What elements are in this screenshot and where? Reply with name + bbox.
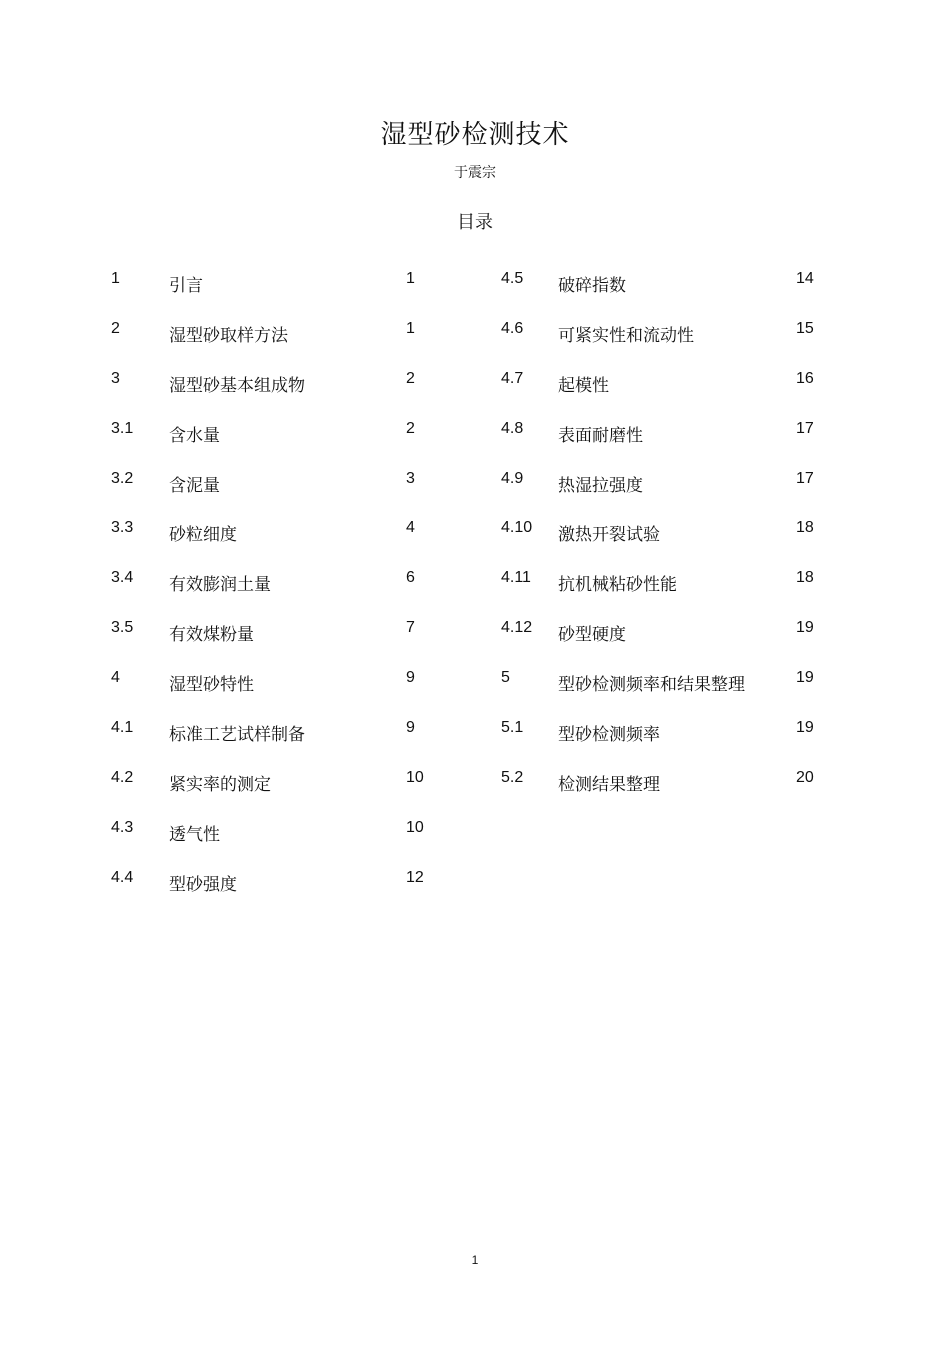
toc-entry-page: 14 <box>796 270 814 287</box>
toc-entry[interactable] <box>111 867 441 917</box>
toc-entry-title: 激热开裂试验 <box>558 525 660 546</box>
toc-entry-title: 热湿拉强度 <box>558 475 643 496</box>
toc-entry-page: 17 <box>796 469 814 487</box>
toc-entry-number: 4.9 <box>501 469 524 487</box>
toc-entry-page: 1 <box>406 319 415 337</box>
toc-entry[interactable] <box>111 617 441 667</box>
toc-entry-number: 4.1 <box>111 719 134 737</box>
author-name: 于震宗 <box>454 165 496 181</box>
toc-entry[interactable] <box>501 418 831 468</box>
toc-entry-page: 10 <box>406 768 424 786</box>
toc-entry-page: 2 <box>406 369 415 387</box>
toc-entry[interactable] <box>111 368 441 418</box>
toc-entry-title: 含泥量 <box>169 475 220 496</box>
toc-entry[interactable] <box>501 368 831 418</box>
toc-heading: 目录 <box>457 212 493 233</box>
toc-entry[interactable] <box>111 817 441 867</box>
toc-entry-title: 型砂强度 <box>169 874 237 895</box>
toc-entry-page: 20 <box>796 768 814 786</box>
document-title: 湿型砂检测技术 <box>380 120 570 150</box>
toc-entry-page: 18 <box>796 569 814 587</box>
toc-entry-number: 4.3 <box>111 818 134 836</box>
toc-entry-number: 4.2 <box>111 768 134 786</box>
toc-entry-number: 3.3 <box>111 519 134 537</box>
toc-entry-page: 17 <box>796 419 814 437</box>
toc-entry-number: 4.6 <box>501 319 524 337</box>
toc-entry-number: 5 <box>501 669 510 687</box>
toc-entry-number: 1 <box>111 270 120 287</box>
toc-entry[interactable] <box>111 468 441 518</box>
toc-entry-page: 19 <box>796 719 814 737</box>
toc-entry-title: 引言 <box>169 276 203 296</box>
toc-entry-number: 4 <box>111 669 120 687</box>
toc-entry-title: 抗机械粘砂性能 <box>558 575 677 596</box>
toc-entry-number: 3.2 <box>111 469 134 487</box>
toc-entry-page: 4 <box>406 519 415 537</box>
toc-entry[interactable] <box>501 617 831 667</box>
toc-entry[interactable] <box>111 318 441 368</box>
toc-entry[interactable] <box>501 717 831 767</box>
toc-entry[interactable] <box>111 717 441 767</box>
toc-entry-title: 砂型硬度 <box>558 625 626 646</box>
toc-entry-number: 2 <box>111 319 120 337</box>
toc-entry-number: 3.5 <box>111 619 134 637</box>
toc-entry-number: 3 <box>111 369 120 387</box>
toc-entry[interactable] <box>501 468 831 518</box>
toc-entry[interactable] <box>501 318 831 368</box>
toc-entry-page: 1 <box>406 270 415 287</box>
toc-entry-page: 2 <box>406 419 415 437</box>
toc-entry-title: 紧实率的测定 <box>169 774 271 795</box>
toc-entry-page: 16 <box>796 369 814 387</box>
toc-entry-title: 有效煤粉量 <box>169 625 254 646</box>
toc-entry-title: 型砂检测频率 <box>558 725 660 746</box>
toc-entry[interactable] <box>111 418 441 468</box>
toc-entry-number: 4.7 <box>501 369 524 387</box>
toc-entry-title: 标准工艺试样制备 <box>169 725 305 746</box>
toc-entry[interactable] <box>501 767 831 817</box>
toc-entry-page: 18 <box>796 519 814 537</box>
toc-entry-page: 7 <box>406 619 415 637</box>
toc-entry[interactable] <box>111 517 441 567</box>
toc-entry-number: 4.12 <box>501 619 533 637</box>
toc-entry-title: 湿型砂基本组成物 <box>169 375 305 396</box>
toc-entry-number: 4.11 <box>501 569 531 587</box>
toc-entry-title: 型砂检测频率和结果整理 <box>558 675 745 696</box>
toc-entry[interactable] <box>501 517 831 567</box>
toc-entry-number: 4.4 <box>111 868 134 886</box>
toc-entry-number: 5.2 <box>501 768 524 786</box>
toc-entry-page: 19 <box>796 669 814 687</box>
toc-entry[interactable] <box>111 567 441 617</box>
toc-entry-title: 含水量 <box>169 425 220 446</box>
toc-entry[interactable] <box>501 667 831 717</box>
toc-entry-page: 9 <box>406 719 415 737</box>
toc-entry-title: 湿型砂取样方法 <box>169 325 288 346</box>
toc-entry-page: 15 <box>796 319 814 337</box>
toc-entry-number: 4.8 <box>501 419 524 437</box>
toc-entry-number: 4.5 <box>501 270 524 287</box>
toc-entry-number: 3.1 <box>111 419 134 437</box>
toc-entry-title: 湿型砂特性 <box>169 675 254 696</box>
toc-entry-title: 可紧实性和流动性 <box>558 325 694 346</box>
toc-entry-page: 10 <box>406 818 424 836</box>
toc-entry-page: 3 <box>406 469 415 487</box>
toc-entry-number: 5.1 <box>501 719 524 737</box>
toc-entry-title: 表面耐磨性 <box>558 425 643 446</box>
toc-entry-number: 4.10 <box>501 519 533 537</box>
toc-entry-page: 12 <box>406 868 424 886</box>
toc-left-column <box>111 268 441 917</box>
toc-entry-title: 砂粒细度 <box>169 525 237 546</box>
toc-right-column <box>501 268 831 817</box>
toc-entry[interactable] <box>501 567 831 617</box>
toc-entry-page: 9 <box>406 669 415 687</box>
toc-entry[interactable] <box>501 268 831 318</box>
toc-entry-title: 检测结果整理 <box>558 774 660 795</box>
toc-entry-title: 透气性 <box>169 824 220 845</box>
toc-entry-title: 破碎指数 <box>558 276 626 296</box>
toc-entry-page: 19 <box>796 619 814 637</box>
toc-entry[interactable] <box>111 268 441 318</box>
toc-entry-title: 起模性 <box>558 375 609 396</box>
toc-entry[interactable] <box>111 767 441 817</box>
toc-entry-number: 3.4 <box>111 569 134 587</box>
page-number: 1 <box>471 1253 479 1267</box>
toc-entry[interactable] <box>111 667 441 717</box>
toc-entry-page: 6 <box>406 569 415 587</box>
toc-entry-title: 有效膨润土量 <box>169 575 271 596</box>
